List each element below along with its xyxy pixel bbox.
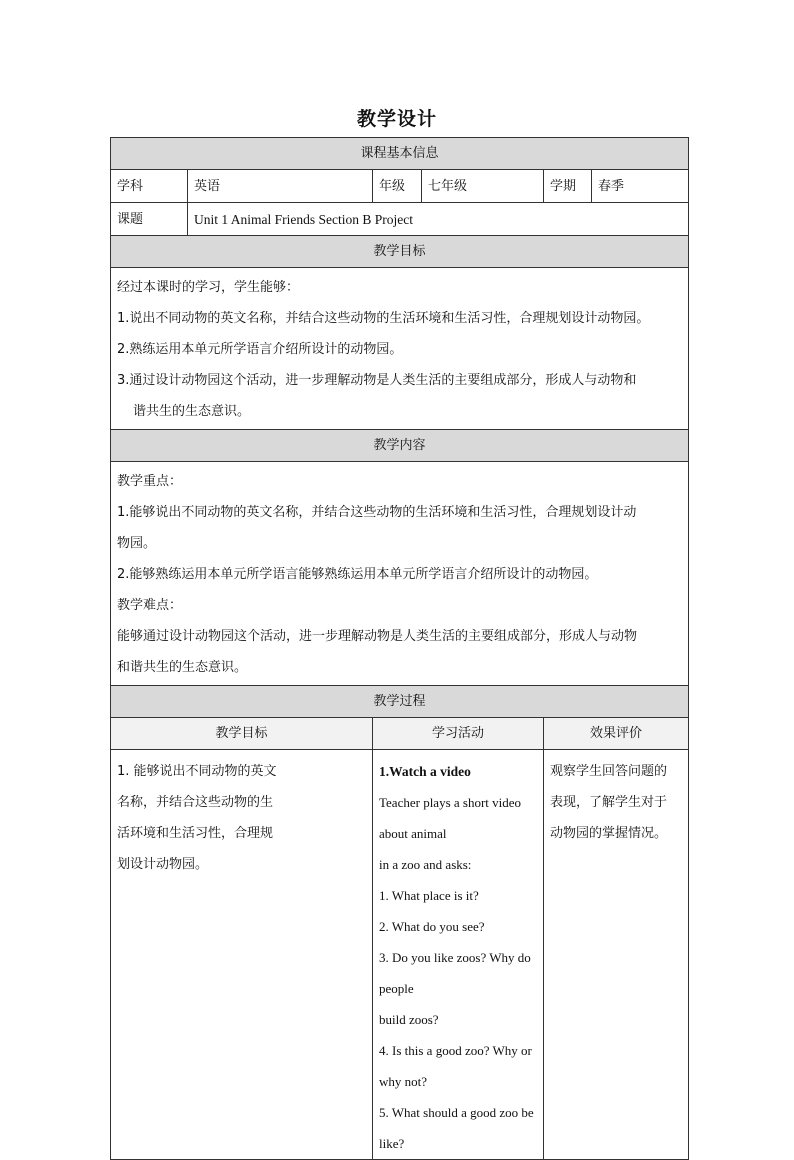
activity-line: 4. Is this a good zoo? Why or why not? (379, 1043, 532, 1089)
objectives-line: 2.熟练运用本单元所学语言介绍所设计的动物园。 (117, 342, 403, 357)
activity-line: 3. Do you like zoos? Why do people (379, 950, 531, 996)
process-goal-cell (111, 750, 373, 1160)
activity-line: build zoos? (379, 1012, 439, 1027)
content-line: 1.能够说出不同动物的英文名称，并结合这些动物的生活环境和生活习性，合理规划设计动 (117, 505, 637, 520)
objectives-line: 1.说出不同动物的英文名称，并结合这些动物的生活环境和生活习性，合理规划设计动物园。 (117, 311, 650, 326)
objectives-line: 谐共生的生态意识。 (133, 404, 251, 419)
eval-line: 观察学生回答问题的 (550, 764, 668, 779)
activity-line: in a zoo and asks: (379, 857, 472, 872)
document-title: 教学设计 (356, 108, 437, 130)
topic-value: Unit 1 Animal Friends Section B Project (188, 203, 689, 236)
term-label: 学期 (544, 170, 592, 203)
eval-line: 表现，了解学生对于 (550, 795, 668, 810)
term-value: 春季 (592, 170, 689, 203)
content-block (111, 462, 689, 686)
objectives-line: 经过本课时的学习，学生能够： (117, 280, 300, 295)
process-eval-cell (544, 750, 689, 1160)
section-header-basic-info: 课程基本信息 (111, 138, 689, 170)
eval-line: 动物园的掌握情况。 (550, 826, 668, 841)
subject-value: 英语 (188, 170, 373, 203)
activity-line: 5. What should a good zoo be like? (379, 1105, 534, 1151)
objectives-block (111, 268, 689, 430)
content-line: 能够通过设计动物园这个活动，进一步理解动物是人类生活的主要组成部分，形成人与动物 (117, 629, 638, 644)
activity-line: 1. What place is it? (379, 888, 479, 903)
grade-value: 七年级 (422, 170, 544, 203)
section-header-content: 教学内容 (111, 430, 689, 462)
content-line: 2.能够熟练运用本单元所学语言能够熟练运用本单元所学语言介绍所设计的动物园。 (117, 567, 598, 582)
lesson-plan-table (110, 137, 689, 1160)
objectives-line: 3.通过设计动物园这个活动，进一步理解动物是人类生活的主要组成部分，形成人与动物和 (117, 373, 637, 388)
section-header-process: 教学过程 (111, 686, 689, 718)
content-line: 和谐共生的生态意识。 (117, 660, 248, 675)
process-col-eval: 效果评价 (544, 718, 689, 750)
process-col-activity: 学习活动 (373, 718, 544, 750)
goal-line: 划设计动物园。 (117, 857, 209, 872)
goal-line: 名称，并结合这些动物的生 (117, 795, 274, 810)
process-col-goal: 教学目标 (111, 718, 373, 750)
topic-label: 课题 (111, 203, 188, 236)
section-header-objectives: 教学目标 (111, 236, 689, 268)
content-line: 教学难点： (117, 598, 183, 613)
activity-line: Teacher plays a short video about animal (379, 795, 522, 841)
goal-line: 活环境和生活习性，合理规 (117, 826, 274, 841)
content-line: 物园。 (117, 536, 157, 551)
content-line: 教学重点： (117, 474, 183, 489)
process-activity-cell (373, 750, 544, 1160)
grade-label: 年级 (373, 170, 422, 203)
activity-title: 1.Watch a video (379, 764, 471, 779)
subject-label: 学科 (111, 170, 188, 203)
goal-line: 1. 能够说出不同动物的英文 (117, 764, 277, 779)
activity-line: 2. What do you see? (379, 919, 485, 934)
